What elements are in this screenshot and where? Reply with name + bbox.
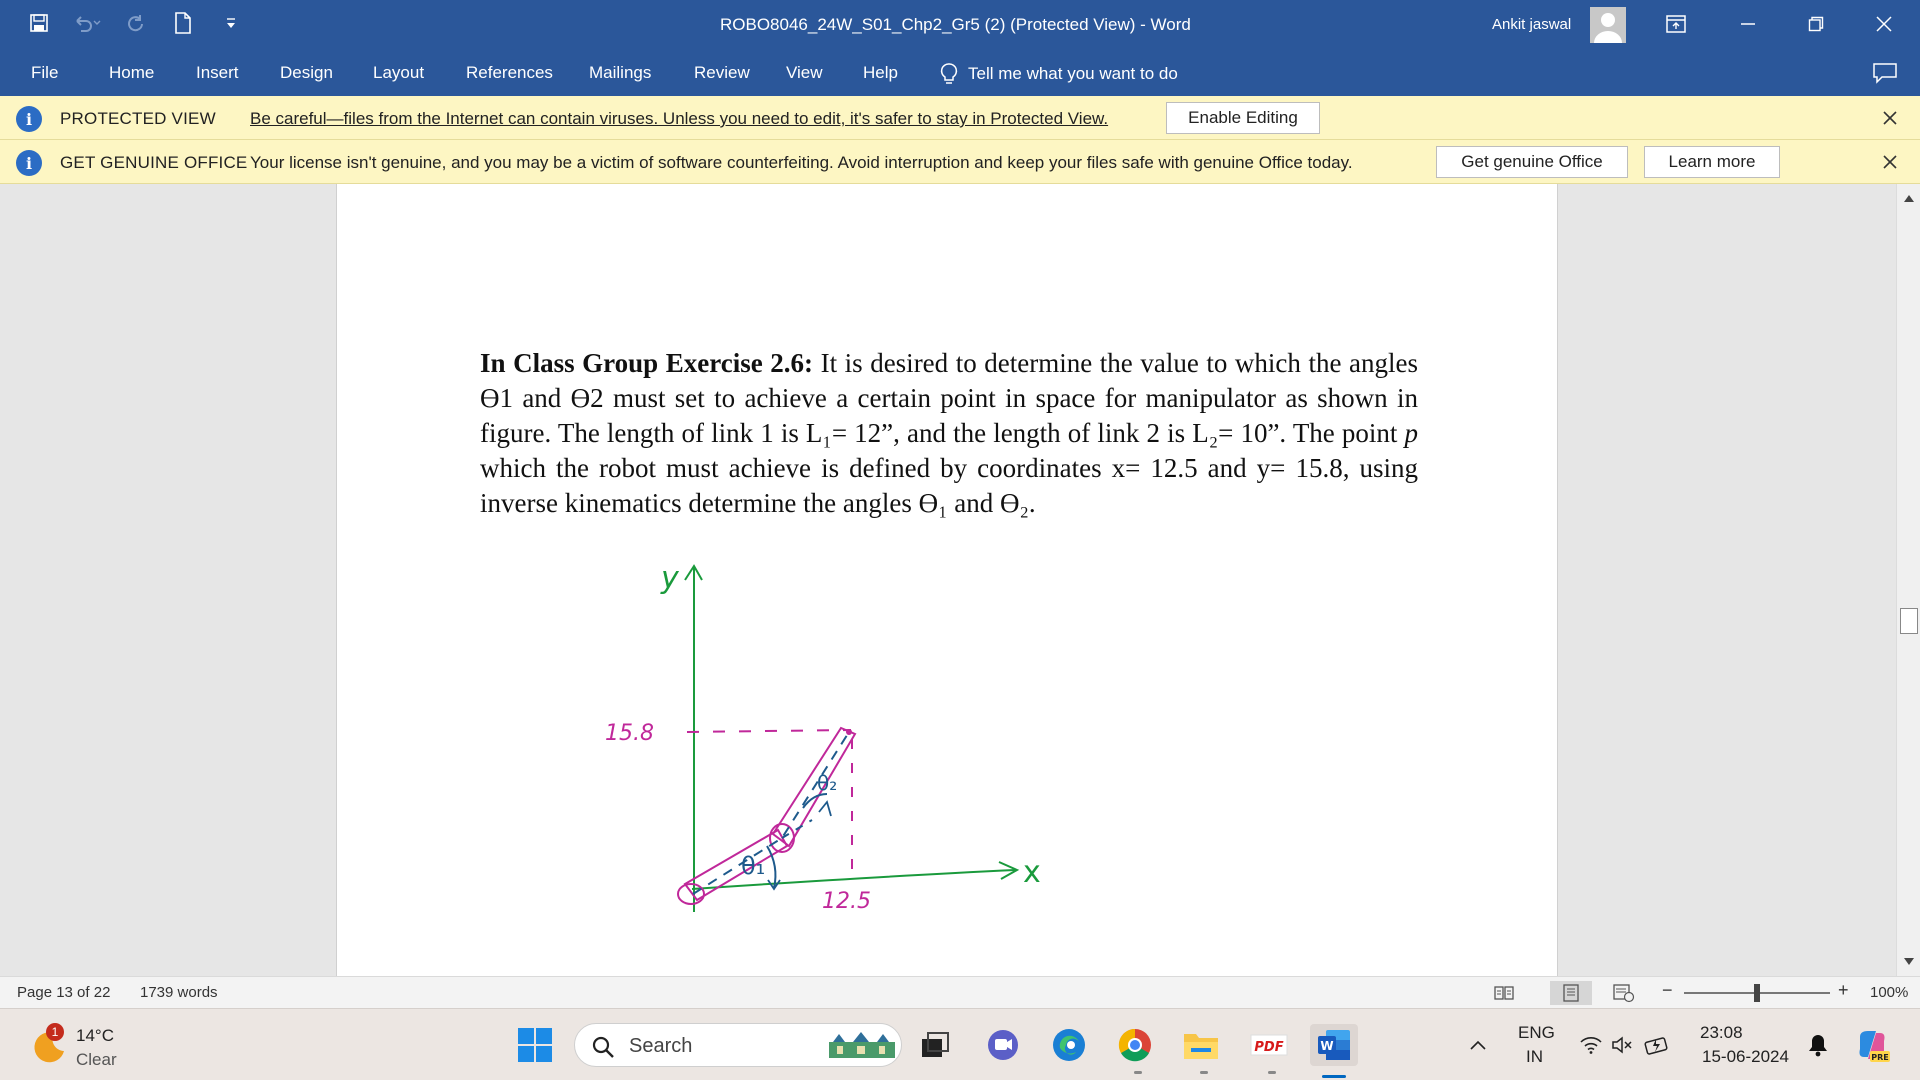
- search-icon: [591, 1035, 615, 1059]
- wifi-icon[interactable]: [1576, 1024, 1606, 1066]
- tab-file[interactable]: File: [31, 63, 59, 82]
- redo-icon[interactable]: [124, 12, 146, 34]
- file-explorer-icon[interactable]: [1180, 1024, 1222, 1066]
- tab-insert[interactable]: Insert: [196, 63, 239, 82]
- theta-2-label: θ₂: [817, 771, 838, 795]
- weather-condition: Clear: [76, 1050, 117, 1069]
- taskbar: [0, 1008, 1920, 1080]
- info-icon: i: [16, 106, 42, 132]
- avatar[interactable]: [1590, 7, 1626, 43]
- language-indicator[interactable]: ENG: [1518, 1023, 1555, 1042]
- tell-me-search[interactable]: [940, 63, 1178, 85]
- quick-access-toolbar: [28, 12, 242, 34]
- task-view-icon[interactable]: [914, 1024, 956, 1066]
- link-1-extension: [782, 820, 812, 838]
- weather-alert-badge: 1: [46, 1023, 64, 1041]
- volume-muted-icon[interactable]: [1608, 1024, 1638, 1066]
- window-title: ROBO8046_24W_S01_Chp2_Gr5 (2) (Protected View) - Word: [720, 15, 1191, 34]
- enable-editing-button[interactable]: Enable Editing: [1166, 102, 1320, 134]
- x-value-label: 12.5: [822, 889, 871, 914]
- tab-references[interactable]: References: [466, 63, 553, 82]
- search-placeholder: Search: [629, 1035, 693, 1057]
- tab-mailings[interactable]: Mailings: [589, 63, 652, 82]
- x-axis-label: x: [1023, 855, 1041, 890]
- close-genuine-office-icon[interactable]: [1878, 150, 1902, 174]
- page-count[interactable]: Page 13 of 22: [17, 984, 111, 1001]
- close-protected-view-icon[interactable]: [1878, 106, 1902, 130]
- running-indicator: [1134, 1071, 1142, 1074]
- tab-review[interactable]: Review: [694, 63, 750, 82]
- user-name[interactable]: Ankit jaswal: [1492, 16, 1572, 33]
- ribbon-tabs: [0, 50, 1920, 96]
- print-layout-icon[interactable]: [1550, 981, 1592, 1005]
- zoom-slider-thumb[interactable]: [1754, 984, 1760, 1002]
- tab-help[interactable]: Help: [863, 63, 898, 82]
- clock-date[interactable]: 15-06-2024: [1702, 1047, 1789, 1066]
- exercise-line-4b: which the robot must achieve is defined by coordinates x= 12.5 and y=: [480, 453, 1286, 483]
- new-document-icon[interactable]: [172, 12, 194, 34]
- read-mode-icon[interactable]: [1490, 981, 1518, 1005]
- link-centerline: [693, 732, 849, 894]
- svg-text:W: W: [1320, 1039, 1334, 1053]
- clock-time[interactable]: 23:08: [1700, 1023, 1743, 1042]
- document-area[interactable]: [0, 184, 1896, 976]
- title-bar: [0, 0, 1920, 50]
- status-bar: [0, 976, 1920, 1008]
- manipulator-figure: [605, 554, 1117, 914]
- notification-bell-icon[interactable]: [1800, 1024, 1836, 1066]
- info-icon: i: [16, 150, 42, 176]
- base-joint: [678, 884, 704, 904]
- lightbulb-icon: [940, 63, 958, 85]
- scroll-down-icon[interactable]: [1899, 952, 1919, 972]
- exercise-line-3: shown in figure. The length of link 1 is L₁= 12”, and the length of link 2 is L₂= 10”.: [480, 383, 1418, 448]
- exercise-line-1: It is desired to determine the value to which the: [813, 348, 1342, 378]
- chrome-browser-icon[interactable]: [1114, 1024, 1156, 1066]
- document-page[interactable]: [336, 184, 1558, 976]
- tab-view[interactable]: View: [786, 63, 823, 82]
- running-indicator: [1268, 1071, 1276, 1074]
- genuine-office-title: GET GENUINE OFFICE: [60, 153, 248, 172]
- y-value-label: 15.8: [605, 721, 654, 746]
- exercise-title: In Class Group Exercise 2.6:: [480, 348, 814, 378]
- protected-view-title: PROTECTED VIEW: [60, 109, 216, 128]
- taskbar-search-box[interactable]: [574, 1023, 902, 1067]
- genuine-office-bar: [0, 140, 1920, 184]
- zoom-out-icon[interactable]: −: [1662, 980, 1673, 1000]
- y-projection-line: [687, 730, 851, 732]
- teams-chat-icon[interactable]: [982, 1024, 1024, 1066]
- end-effector-point: [846, 729, 852, 735]
- show-hidden-icons-chevron-icon[interactable]: [1460, 1024, 1496, 1066]
- svg-text:PDF: PDF: [1254, 1040, 1284, 1055]
- point-variable: p: [1404, 418, 1419, 448]
- active-app-indicator: [1322, 1075, 1346, 1078]
- web-layout-icon[interactable]: [1610, 981, 1638, 1005]
- customize-toolbar-icon[interactable]: [220, 12, 242, 34]
- zoom-in-icon[interactable]: +: [1838, 980, 1849, 1000]
- edge-browser-icon[interactable]: [1048, 1024, 1090, 1066]
- tell-me-label: Tell me what you want to do: [968, 64, 1178, 83]
- svg-text:PRE: PRE: [1871, 1053, 1889, 1062]
- theta-1-label: θ₁: [741, 852, 766, 880]
- windows-start-icon[interactable]: [514, 1024, 556, 1066]
- exercise-line-5: 15.8, using inverse kinematics determine the angles ϴ₁ and ϴ₂.: [480, 453, 1419, 518]
- protected-view-message[interactable]: Be careful—files from the Internet can contain viruses. Unless you need to edit, it's safer to stay in Protected View.: [250, 109, 1109, 128]
- exercise-line-2: angles ϴ1 and ϴ2 must set to achieve a certain point in space for manipulator as: [480, 348, 1418, 413]
- scroll-up-icon[interactable]: [1899, 188, 1919, 208]
- learn-more-button[interactable]: Learn more: [1644, 146, 1780, 178]
- tab-home[interactable]: Home: [109, 63, 155, 82]
- save-icon[interactable]: [28, 12, 50, 34]
- search-highlight-icon: [827, 1032, 897, 1060]
- tab-design[interactable]: Design: [280, 63, 333, 82]
- comments-icon[interactable]: [1872, 62, 1898, 84]
- exercise-text: [480, 346, 1418, 521]
- word-app-icon[interactable]: [1310, 1024, 1358, 1066]
- weather-temperature: 14°C: [76, 1026, 114, 1045]
- close-icon[interactable]: [1866, 8, 1902, 40]
- word-count[interactable]: 1739 words: [140, 984, 218, 1001]
- restore-icon[interactable]: [1798, 8, 1834, 40]
- weather-widget[interactable]: [28, 1019, 138, 1071]
- vertical-scrollbar[interactable]: [1896, 184, 1920, 976]
- undo-icon[interactable]: [76, 12, 98, 34]
- exercise-line-4a: The point: [1292, 418, 1405, 448]
- tab-layout[interactable]: Layout: [373, 63, 425, 82]
- ribbon-display-options-icon[interactable]: [1658, 8, 1694, 40]
- input-region[interactable]: IN: [1526, 1047, 1543, 1066]
- genuine-office-message: Your license isn't genuine, and you may be a victim of software counterfeiting. Avoid interruption and keep your files safe with genuine Office today.: [250, 153, 1353, 172]
- minimize-icon[interactable]: [1730, 8, 1766, 40]
- scroll-thumb[interactable]: [1900, 608, 1918, 634]
- protected-view-bar: [0, 96, 1920, 140]
- running-indicator: [1200, 1071, 1208, 1074]
- zoom-level[interactable]: 100%: [1870, 984, 1909, 1001]
- copilot-preview-icon[interactable]: [1852, 1024, 1892, 1066]
- y-axis-label: y: [661, 561, 679, 596]
- battery-charging-icon[interactable]: [1640, 1024, 1674, 1066]
- get-genuine-office-button[interactable]: Get genuine Office: [1436, 146, 1628, 178]
- pdf-reader-icon[interactable]: [1248, 1024, 1290, 1066]
- theta-2-arrowhead: [819, 802, 831, 816]
